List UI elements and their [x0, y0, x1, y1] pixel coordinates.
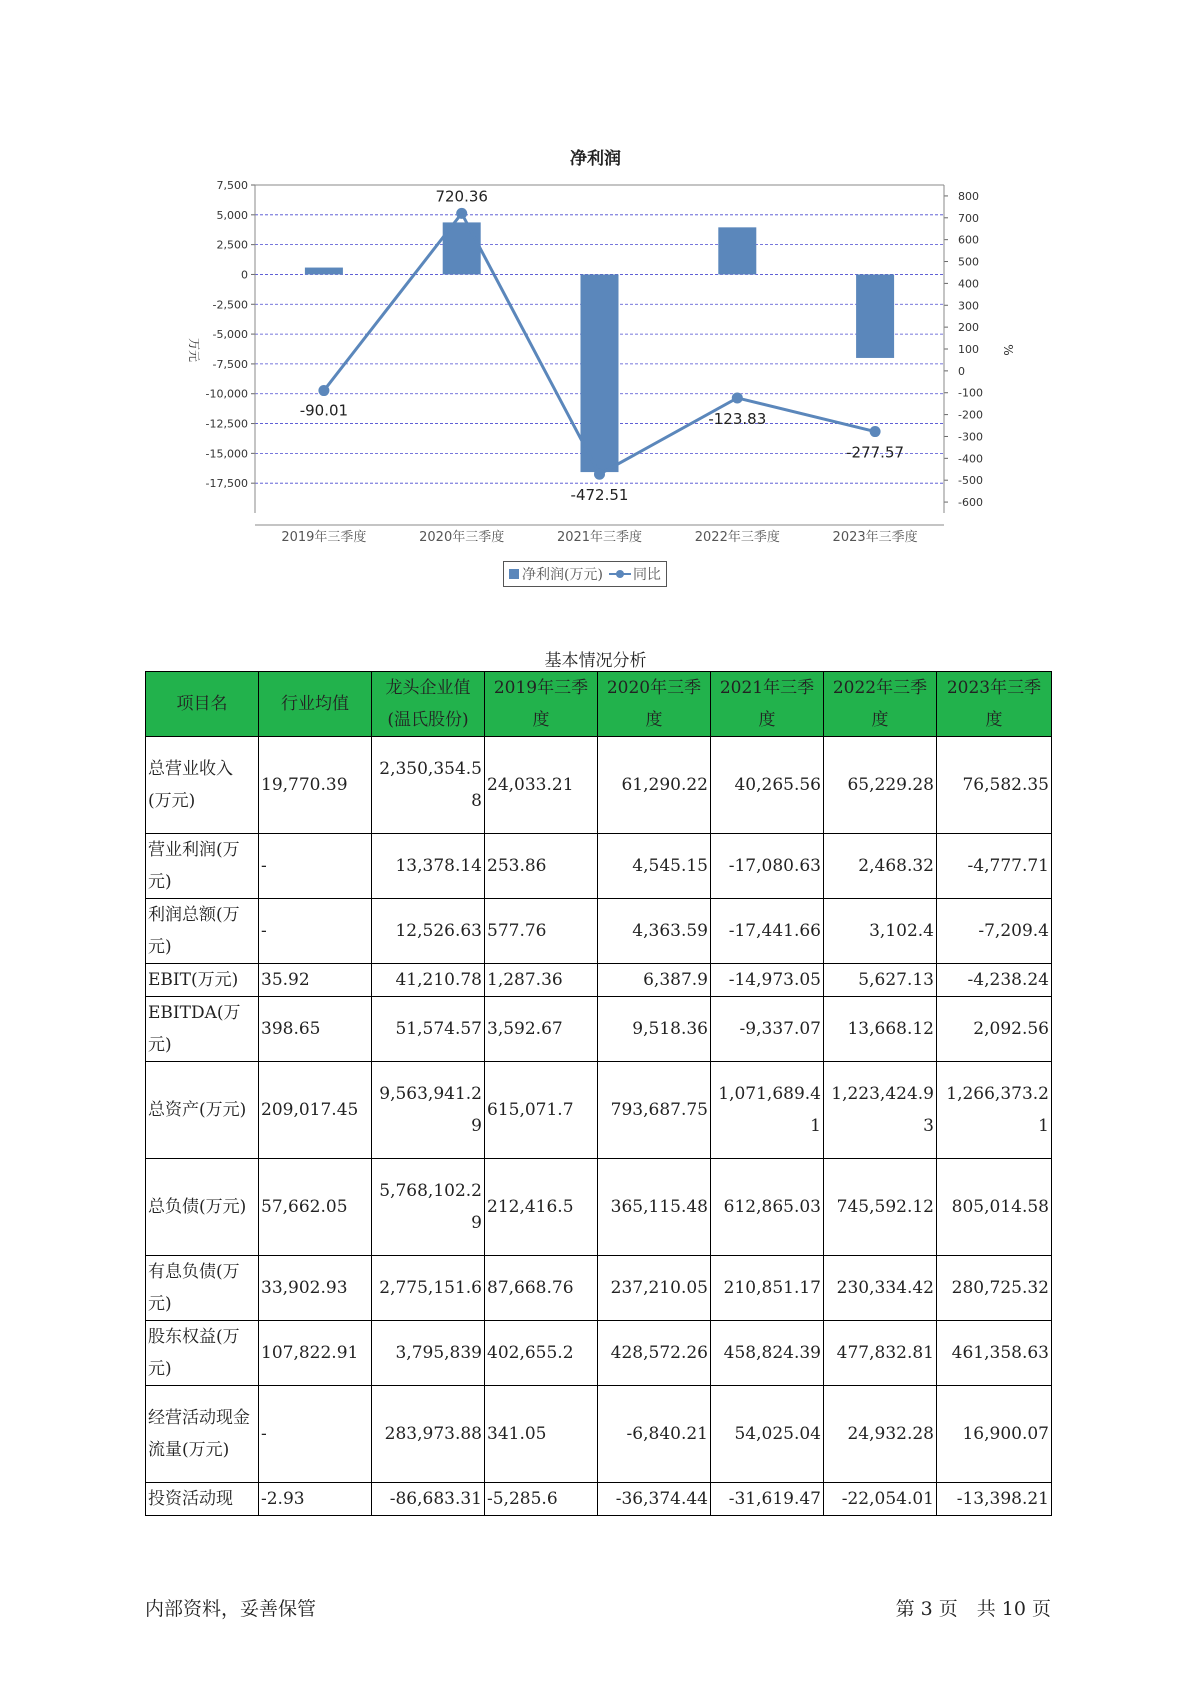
row-label: EBIT(万元): [146, 964, 259, 997]
table-cell: -86,683.31: [372, 1483, 485, 1516]
row-label: 投资活动现: [146, 1483, 259, 1516]
chart-title: 净利润: [570, 149, 621, 169]
table-cell: 402,655.2: [485, 1321, 598, 1386]
table-cell: 6,387.9: [598, 964, 711, 997]
y2-tick-label: 0: [958, 364, 965, 378]
table-cell: 61,290.22: [598, 737, 711, 834]
table-cell: 2,350,354.58: [372, 737, 485, 834]
row-label: 有息负债(万元): [146, 1256, 259, 1321]
table-cell: 13,668.12: [824, 997, 937, 1062]
table-cell: 612,865.03: [711, 1159, 824, 1256]
y-tick-label: 0: [241, 268, 248, 282]
table-cell: 12,526.63: [372, 899, 485, 964]
table-row: [146, 964, 1052, 997]
table-cell: 2,775,151.6: [372, 1256, 485, 1321]
y-tick-label: -10,000: [205, 387, 248, 401]
table-cell: 51,574.57: [372, 997, 485, 1062]
basic-analysis-table: [145, 671, 1052, 1516]
y2-tick-label: 200: [958, 321, 979, 335]
table-cell: 210,851.17: [711, 1256, 824, 1321]
line-point-yoy: [456, 208, 467, 219]
table-cell: 577.76: [485, 899, 598, 964]
line-point-yoy: [870, 426, 881, 437]
table-cell: 805,014.58: [937, 1159, 1052, 1256]
legend-line-label: 同比: [632, 567, 661, 583]
table-cell: 365,115.48: [598, 1159, 711, 1256]
table-cell: -17,080.63: [711, 834, 824, 899]
y2-tick-label: -400: [958, 452, 983, 466]
table-cell: 35.92: [259, 964, 372, 997]
y2-tick-label: -300: [958, 430, 983, 444]
legend-line-swatch: [609, 568, 631, 580]
table-cell: 1,287.36: [485, 964, 598, 997]
table-row: [146, 1256, 1052, 1321]
table-cell: 2,092.56: [937, 997, 1052, 1062]
table-row: [146, 1386, 1052, 1483]
table-cell: -4,777.71: [937, 834, 1052, 899]
table-cell: -31,619.47: [711, 1483, 824, 1516]
y2-tick-label: 400: [958, 277, 979, 291]
table-cell: 107,822.91: [259, 1321, 372, 1386]
y-axis-title: 万元: [187, 337, 201, 363]
row-label: 总负债(万元): [146, 1159, 259, 1256]
table-cell: -: [259, 1386, 372, 1483]
table-cell: 2,468.32: [824, 834, 937, 899]
row-label: EBITDA(万元): [146, 997, 259, 1062]
y2-tick-label: -500: [958, 474, 983, 488]
table-cell: 793,687.75: [598, 1062, 711, 1159]
y-tick-label: -2,500: [212, 298, 248, 312]
table-cell: 33,902.93: [259, 1256, 372, 1321]
table-cell: 5,627.13: [824, 964, 937, 997]
table-cell: 76,582.35: [937, 737, 1052, 834]
table-cell: 212,416.5: [485, 1159, 598, 1256]
table-cell: 41,210.78: [372, 964, 485, 997]
table-cell: 398.65: [259, 997, 372, 1062]
data-label-yoy: -123.83: [708, 409, 767, 428]
bar-net-profit: [718, 227, 756, 274]
table-cell: 745,592.12: [824, 1159, 937, 1256]
table-cell: 13,378.14: [372, 834, 485, 899]
footer-confidential: 内部资料，妥善保管: [145, 1598, 317, 1620]
table-cell: 5,768,102.29: [372, 1159, 485, 1256]
table-cell: 54,025.04: [711, 1386, 824, 1483]
x-tick-label: 2023年三季度: [832, 530, 918, 545]
table-cell: 283,973.88: [372, 1386, 485, 1483]
table-cell: 24,932.28: [824, 1386, 937, 1483]
y2-axis-title: %: [1001, 344, 1015, 356]
table-row: [146, 1483, 1052, 1516]
data-label-yoy: 720.36: [435, 187, 488, 206]
y2-tick-label: 100: [958, 343, 979, 356]
table-cell: -9,337.07: [711, 997, 824, 1062]
y-tick-label: -7,500: [212, 357, 248, 371]
y-tick-label: -12,500: [205, 417, 248, 431]
bar-net-profit: [305, 268, 343, 275]
table-cell: 341.05: [485, 1386, 598, 1483]
table-cell: 253.86: [485, 834, 598, 899]
table-cell: 9,518.36: [598, 997, 711, 1062]
chart-legend: [503, 561, 667, 587]
table-cell: 19,770.39: [259, 737, 372, 834]
line-point-yoy: [594, 469, 605, 480]
table-cell: 237,210.05: [598, 1256, 711, 1321]
footer-page-number: 第 3 页 共 10 页: [895, 1598, 1051, 1620]
table-cell: 280,725.32: [937, 1256, 1052, 1321]
table-cell: -13,398.21: [937, 1483, 1052, 1516]
y2-tick-label: 300: [958, 299, 979, 313]
table-row: [146, 899, 1052, 964]
row-label: 总营业收入(万元): [146, 737, 259, 834]
table-cell: 458,824.39: [711, 1321, 824, 1386]
y2-tick-label: -100: [958, 386, 983, 400]
table-cell: 1,223,424.93: [824, 1062, 937, 1159]
header-2020q3: 2020年三季度: [598, 672, 711, 737]
table-body: [146, 737, 1052, 1516]
table-cell: -2.93: [259, 1483, 372, 1516]
table-cell: 230,334.42: [824, 1256, 937, 1321]
y-tick-label: 2,500: [216, 238, 248, 252]
table-row: [146, 1159, 1052, 1256]
legend-bar-label: 净利润(万元): [522, 567, 603, 583]
y-tick-label: 7,500: [216, 179, 248, 192]
table-cell: 428,572.26: [598, 1321, 711, 1386]
table-cell: 3,102.4: [824, 899, 937, 964]
bar-net-profit: [581, 274, 619, 472]
table-cell: 4,363.59: [598, 899, 711, 964]
row-label: 营业利润(万元): [146, 834, 259, 899]
header-2023q3: 2023年三季度: [937, 672, 1052, 737]
y-tick-label: 5,000: [216, 208, 248, 222]
table-cell: 57,662.05: [259, 1159, 372, 1256]
x-tick-label: 2022年三季度: [694, 530, 780, 545]
table-cell: -36,374.44: [598, 1483, 711, 1516]
y2-tick-label: 800: [958, 189, 979, 203]
table-cell: 16,900.07: [937, 1386, 1052, 1483]
table-cell: 40,265.56: [711, 737, 824, 834]
y2-tick-label: -200: [958, 408, 983, 422]
table-cell: 1,266,373.21: [937, 1062, 1052, 1159]
x-tick-label: 2021年三季度: [556, 530, 643, 545]
header-2021q3: 2021年三季度: [711, 672, 824, 737]
row-label: 总资产(万元): [146, 1062, 259, 1159]
table-row: [146, 997, 1052, 1062]
table-header-row: [146, 672, 1052, 737]
table-row: [146, 834, 1052, 899]
header-industry-avg: 行业均值: [259, 672, 372, 737]
line-point-yoy: [732, 392, 743, 403]
data-label-yoy: -277.57: [846, 443, 905, 462]
row-label: 利润总额(万元): [146, 899, 259, 964]
table-cell: -17,441.66: [711, 899, 824, 964]
table-cell: 615,071.7: [485, 1062, 598, 1159]
table-cell: 4,545.15: [598, 834, 711, 899]
table-cell: -: [259, 834, 372, 899]
table-cell: 3,592.67: [485, 997, 598, 1062]
table-cell: 209,017.45: [259, 1062, 372, 1159]
bar-net-profit: [856, 274, 894, 357]
table-cell: 461,358.63: [937, 1321, 1052, 1386]
table-cell: 87,668.76: [485, 1256, 598, 1321]
y-tick-label: -5,000: [212, 328, 248, 342]
table-cell: -7,209.4: [937, 899, 1052, 964]
line-point-yoy: [318, 385, 329, 396]
row-label: 股东权益(万元): [146, 1321, 259, 1386]
header-2022q3: 2022年三季度: [824, 672, 937, 737]
table-row: [146, 1062, 1052, 1159]
table-cell: 65,229.28: [824, 737, 937, 834]
table-cell: -4,238.24: [937, 964, 1052, 997]
table-title: 基本情况分析: [544, 651, 647, 671]
table-cell: -6,840.21: [598, 1386, 711, 1483]
y2-tick-label: 700: [958, 211, 979, 225]
y2-tick-label: 500: [958, 255, 979, 269]
table-cell: -5,285.6: [485, 1483, 598, 1516]
table-cell: 9,563,941.29: [372, 1062, 485, 1159]
table-cell: -: [259, 899, 372, 964]
data-label-yoy: -90.01: [299, 401, 349, 420]
header-item: 项目名: [146, 672, 259, 737]
header-2019q3: 2019年三季度: [485, 672, 598, 737]
y-tick-label: -15,000: [205, 447, 248, 461]
row-label: 经营活动现金流量(万元): [146, 1386, 259, 1483]
table-cell: -14,973.05: [711, 964, 824, 997]
net-profit-chart: [0, 0, 1191, 620]
x-tick-label: 2020年三季度: [419, 530, 505, 545]
header-leader: 龙头企业值(温氏股份): [372, 672, 485, 737]
legend-bar-swatch: [509, 569, 519, 579]
x-tick-label: 2019年三季度: [281, 530, 367, 545]
table-row: [146, 737, 1052, 834]
table-cell: 1,071,689.41: [711, 1062, 824, 1159]
data-label-yoy: -472.51: [570, 486, 629, 505]
table-cell: -22,054.01: [824, 1483, 937, 1516]
y2-tick-label: -600: [958, 496, 983, 510]
y2-tick-label: 600: [958, 233, 979, 247]
table-row: [146, 1321, 1052, 1386]
table-cell: 3,795,839: [372, 1321, 485, 1386]
y-tick-label: -17,500: [205, 477, 248, 491]
table-cell: 24,033.21: [485, 737, 598, 834]
table-cell: 477,832.81: [824, 1321, 937, 1386]
